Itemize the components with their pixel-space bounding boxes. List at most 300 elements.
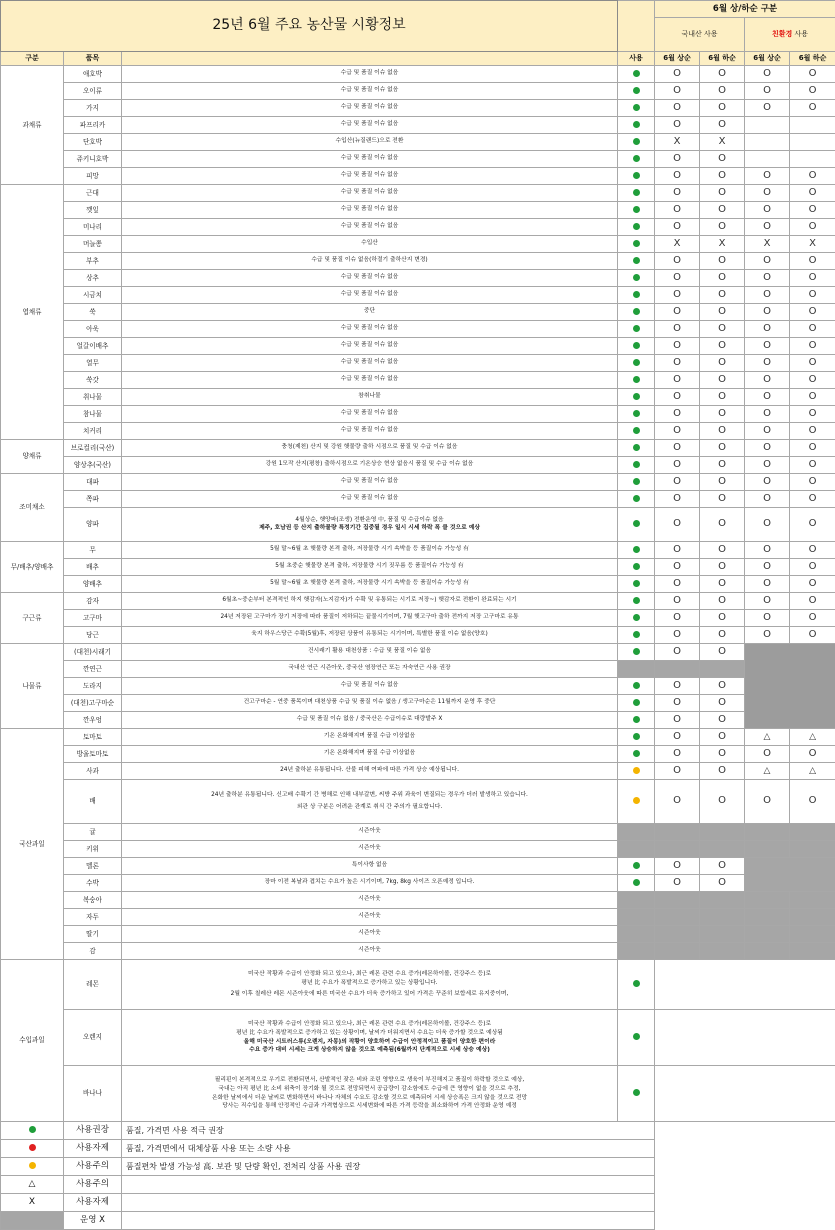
mark-cell: O [745,593,790,610]
mark-cell: O [700,763,745,780]
mark-cell: O [700,457,745,474]
item-desc: 건시래기 활용 대천상품 : 수급 및 품질 이슈 없음 [122,644,618,661]
item-name: 쑥 [64,304,122,321]
mark-cell: O [790,780,835,824]
item-name: 멜론 [64,858,122,875]
mark-cell: O [700,678,745,695]
use-cell [618,1066,655,1122]
mark-cell: O [745,508,790,542]
legend-row [1,1194,835,1212]
mark-cell: O [790,542,835,559]
mark-cell: O [745,321,790,338]
green-dot-icon [633,648,640,655]
table-row [1,644,835,661]
item-desc: 24년 저장된 고구마가 장기 저장에 따라 품질이 저하되는 끝물시기이며, 7월 햇고구마 출하 전까지 저장 고구마로 유통 [122,610,618,627]
mark-cell: O [790,287,835,304]
item-name: 파프리카 [64,117,122,134]
green-dot-icon [633,376,640,383]
mark-cell: O [700,440,745,457]
item-desc: 24년 출하분 유통됩니다. 신고배 수확기 간 병해로 인해 내부갈변, 씨방 주위 과육이 변질되는 경우가 더러 발생하고 있습니다. 외관 상 구분은 어려운 관계로 취식 간 주의가 필요합니다. [122,780,618,824]
item-desc: 5월 말~6월 초 햇물량 본격 출하, 저장물량 시기 속박을 등 품질이슈 가능성 有 [122,576,618,593]
mark-cell: O [655,355,700,372]
green-dot-icon [633,461,640,468]
use-cell [618,151,655,168]
table-row [1,892,835,909]
item-desc: 수급 및 품질 이슈 없음 [122,219,618,236]
item-desc: 미국산 작황과 수급이 안정화 되고 있으나, 최근 레몬 관련 수요 증가(레몬하이볼, 건강주스 등)로 평년 比 수요가 폭발적으로 증가하고 있는 상황입니다. 2월 이후 칠레산 레몬 시즌아웃에 따른 미국산 수요가 더욱 증가하고 있어 가격은 꾸준히 보합세로 유지중이며, [122,960,618,1010]
mark-cell: O [655,168,700,185]
mark-cell: O [790,389,835,406]
item-desc: 수급 및 품질 이슈 없음(하절기 출하산지 변경) [122,253,618,270]
green-dot-icon [633,257,640,264]
legend-label: 사용주의 [64,1158,122,1176]
table-row [1,763,835,780]
use-cell [618,236,655,253]
mark-cell: O [655,491,700,508]
table-row [1,678,835,695]
use-cell [618,627,655,644]
item-name: 레몬 [64,960,122,1010]
green-dot-icon [633,427,640,434]
item-desc: 5월 말~6월 초 햇물량 본격 출하, 저장물량 시기 속박을 등 품질이슈 가능성 有 [122,542,618,559]
item-name: 미나리 [64,219,122,236]
mark-cell: O [655,304,700,321]
mark-cell: O [700,875,745,892]
table-row [1,960,835,1010]
green-dot-icon [633,240,640,247]
mark-cell: O [790,372,835,389]
mark-cell: O [745,83,790,100]
green-dot-icon [633,189,640,196]
green-dot-icon [633,223,640,230]
table-row [1,355,835,372]
item-name: 근대 [64,185,122,202]
use-cell [618,610,655,627]
use-cell [618,729,655,746]
item-name: 피망 [64,168,122,185]
item-name: 치커리 [64,423,122,440]
mark-cell: O [790,440,835,457]
mark-cell: O [700,508,745,542]
mark-cell: O [790,83,835,100]
mark-cell: X [655,134,700,151]
col-late-domestic: 6월 하순 [700,52,745,66]
mark-cell: O [745,304,790,321]
mark-cell: O [700,610,745,627]
table-row [1,219,835,236]
green-dot-icon [633,716,640,723]
mark-cell: O [700,627,745,644]
table-row [1,372,835,389]
table-row [1,746,835,763]
item-desc: 5월 초중순 햇물량 본격 출하, 저장물량 시기 짓무름 등 품질이슈 가능성 有 [122,559,618,576]
item-desc: 특이사항 없음 [122,858,618,875]
category-cell: 국산과일 [1,729,64,960]
use-cell [618,508,655,542]
item-desc: 시즌아웃 [122,841,618,858]
item-name: 딸기 [64,926,122,943]
item-name: 얼갈이배추 [64,338,122,355]
mark-cell: O [700,491,745,508]
table-row [1,406,835,423]
mark-cell: O [745,559,790,576]
mark-cell: O [745,185,790,202]
item-desc: 미국산 작황과 수급이 안정화 되고 있으나, 최근 레몬 관련 수요 증가(레몬하이볼, 건강주스 등)로 평년 比 수요가 폭발적으로 증가하고 있는 상황이며, 날씨가 더워지면서 수요는 더욱 증가할 것으로 예상됨 올해 미국산 시트러스류(오렌지, 자몽)의 작황이 양호하여 수급이 안정적이고 품질이 양호한 편이라 수요 증가 대비 시세는 크게 상승하지 않을 것으로 예측됨(6월까지 단계적으로 시세 상승 예상) [122,1010,618,1066]
item-desc: 기온 온화해지며 품질 수급 이상없음 [122,729,618,746]
table-row [1,508,835,542]
use-cell [618,695,655,712]
item-desc: 시즌아웃 [122,926,618,943]
item-desc: 건고구마순 - 연중 품목이며 대천상품 수급 및 품질 이슈 없음 / 생고구마순은 11월까지 운영 후 중단 [122,695,618,712]
mark-cell: O [655,423,700,440]
use-cell [618,219,655,236]
table-row [1,66,835,83]
table-row [1,695,835,712]
mark-cell: O [790,321,835,338]
item-desc: 수급 및 품질 이슈 없음 [122,185,618,202]
mark-cell: O [655,542,700,559]
col-use: 사용 [618,52,655,66]
item-desc: 수입산 [122,236,618,253]
use-cell [618,389,655,406]
mark-cell: O [655,66,700,83]
mark-cell: O [655,117,700,134]
green-dot-icon [633,206,640,213]
mark-cell: O [790,304,835,321]
item-name: 취나물 [64,389,122,406]
item-name: 참나물 [64,406,122,423]
category-cell: 나물류 [1,644,64,729]
table-row [1,270,835,287]
mark-cell: O [790,576,835,593]
use-cell [618,100,655,117]
mark-cell: O [700,83,745,100]
item-name: 쥬키니호박 [64,151,122,168]
use-cell [618,202,655,219]
mark-cell: X [700,236,745,253]
green-dot-icon [633,495,640,502]
table-row [1,134,835,151]
table-row [1,858,835,875]
mark-cell: O [745,576,790,593]
table-row [1,321,835,338]
use-cell [618,321,655,338]
mark-cell: O [700,355,745,372]
item-name: 자두 [64,909,122,926]
legend-label: 사용자제 [64,1140,122,1158]
mark-cell: O [790,559,835,576]
period-header: 6월 상/하순 구분 [655,1,835,18]
item-desc: 육지 하우스당근 수확(5월)후, 저장된 상품이 유통되는 시기이며, 특별한 품질 이슈 없음(양호) [122,627,618,644]
yellow-dot-icon [29,1162,36,1169]
item-name: 상추 [64,270,122,287]
mark-cell: O [700,576,745,593]
use-cell [618,593,655,610]
mark-cell: O [655,627,700,644]
mark-cell: O [790,474,835,491]
item-desc: 수급 및 품질 이슈 없음 [122,168,618,185]
green-dot-icon [633,410,640,417]
page-title: 25년 6월 주요 농산물 시황정보 [1,1,618,52]
mark-cell: O [700,321,745,338]
mark-cell: O [700,100,745,117]
mark-cell: X [700,134,745,151]
item-desc: 수급 및 품질 이슈 없음 [122,66,618,83]
use-cell [618,712,655,729]
table-row [1,236,835,253]
x-icon: X [1,1194,64,1212]
item-desc: 시즌아웃 [122,892,618,909]
table-row [1,83,835,100]
green-dot-icon [633,274,640,281]
table-row [1,542,835,559]
mark-cell: O [655,729,700,746]
table-row [1,168,835,185]
table-row [1,185,835,202]
grey-box-icon [1,1212,64,1230]
green-dot-icon [633,980,640,987]
mark-cell: △ [745,763,790,780]
mark-cell: O [790,202,835,219]
use-cell [618,423,655,440]
mark-cell: O [700,304,745,321]
green-dot-icon [633,155,640,162]
col-category: 구분 [1,52,64,66]
domestic-header: 국내산 사용 [655,18,745,52]
item-name: 브로컬리(국산) [64,440,122,457]
green-dot-icon [29,1126,36,1133]
legend-desc: 품질편차 발생 가능성 高. 보관 및 단량 확인, 전처리 상품 사용 권장 [122,1158,655,1176]
green-dot-icon [633,342,640,349]
category-cell: 엽채류 [1,185,64,440]
green-dot-icon [633,563,640,570]
mark-cell: △ [745,729,790,746]
item-name: 오렌지 [64,1010,122,1066]
use-cell [618,780,655,824]
green-dot-icon [633,750,640,757]
item-desc: 수급 및 품질 이슈 없음 [122,83,618,100]
mark-cell: O [655,875,700,892]
item-name: 고구마 [64,610,122,627]
mark-cell: O [745,440,790,457]
item-desc: 장마 이전 복날과 겹치는 수요가 높은 시기이며, 7kg, 8kg 사이즈 오픈예정 입니다. [122,875,618,892]
green-dot-icon [633,393,640,400]
mark-cell: O [790,423,835,440]
mark-cell: O [655,406,700,423]
use-cell [618,287,655,304]
green-dot-icon [633,444,640,451]
item-name: 배 [64,780,122,824]
item-desc: 강원 1모작 산지(평창) 출하시점으로 기온상승 현상 없음시 품질 및 수급 이슈 없음 [122,457,618,474]
green-dot-icon [633,121,640,128]
use-cell [618,1010,655,1066]
item-desc: 기온 온화해지며 품질 수급 이상없음 [122,746,618,763]
table-row [1,202,835,219]
use-cell [618,338,655,355]
mark-cell: O [790,270,835,287]
mark-cell: O [745,746,790,763]
mark-cell: O [655,270,700,287]
table-row [1,559,835,576]
item-desc: 충청(제천) 산지 및 강원 햇물량 출하 시점으로 품질 및 수급 이슈 없음 [122,440,618,457]
item-name: 깻잎 [64,202,122,219]
mark-cell: X [745,236,790,253]
item-desc: 수급 및 품질 이슈 없음 [122,355,618,372]
mark-cell: O [700,168,745,185]
use-cell [618,559,655,576]
item-desc: 수급 및 품질 이슈 없음 [122,151,618,168]
mark-cell: O [655,610,700,627]
use-cell [618,875,655,892]
mark-cell: O [655,678,700,695]
mark-cell: O [745,100,790,117]
table-row [1,661,835,678]
col-early-eco: 6월 상순 [745,52,790,66]
mark-cell: X [655,236,700,253]
item-name: 무 [64,542,122,559]
item-name: 당근 [64,627,122,644]
legend-icon [1,1122,64,1140]
item-name: 시금치 [64,287,122,304]
legend-row [1,1122,835,1140]
legend-row [1,1158,835,1176]
item-name: 양상추(국산) [64,457,122,474]
mark-cell: O [700,287,745,304]
item-desc: 수급 및 품질 이슈 없음 [122,406,618,423]
mark-cell: O [655,508,700,542]
table-row [1,610,835,627]
item-name: 감 [64,943,122,960]
use-cell [618,117,655,134]
mark-cell: O [655,858,700,875]
green-dot-icon [633,597,640,604]
item-name: 방울토마토 [64,746,122,763]
green-dot-icon [633,631,640,638]
green-dot-icon [633,580,640,587]
green-dot-icon [633,325,640,332]
mark-cell: O [655,474,700,491]
mark-cell: O [655,644,700,661]
mark-cell: O [790,610,835,627]
mark-cell: O [790,593,835,610]
use-cell [618,253,655,270]
mark-cell: O [745,287,790,304]
legend-row [1,1176,835,1194]
item-name: 수박 [64,875,122,892]
mark-cell: O [790,66,835,83]
mark-cell: O [655,780,700,824]
item-name: 도라지 [64,678,122,695]
green-dot-icon [633,614,640,621]
item-name: 양파 [64,508,122,542]
mark-cell: O [790,457,835,474]
mark-cell: O [655,219,700,236]
mark-cell: O [700,695,745,712]
green-dot-icon [633,699,640,706]
mark-cell: O [700,406,745,423]
green-dot-icon [633,172,640,179]
mark-cell: O [745,457,790,474]
use-cell [618,406,655,423]
category-cell: 무/배추/양배추 [1,542,64,593]
item-name: 배추 [64,559,122,576]
mark-cell: O [655,695,700,712]
use-cell [618,440,655,457]
mark-cell: O [700,712,745,729]
mark-cell: O [790,253,835,270]
category-cell: 양채류 [1,440,64,474]
green-dot-icon [633,308,640,315]
mark-cell: O [790,627,835,644]
mark-cell: O [700,66,745,83]
item-desc: 수급 및 품질 이슈 없음 [122,474,618,491]
category-cell: 조미채소 [1,474,64,542]
use-cell [618,270,655,287]
table-row [1,151,835,168]
green-dot-icon [633,1033,640,1040]
mark-cell: O [745,389,790,406]
table-row [1,1010,835,1066]
legend-label: 사용자제 [64,1194,122,1212]
mark-cell: O [745,423,790,440]
item-name: 쑥갓 [64,372,122,389]
use-cell [618,576,655,593]
mark-cell: O [655,389,700,406]
item-name: 키위 [64,841,122,858]
green-dot-icon [633,1089,640,1096]
use-cell [618,746,655,763]
item-name: 열무 [64,355,122,372]
mark-cell: O [655,712,700,729]
use-cell [618,678,655,695]
item-name: 깐연근 [64,661,122,678]
mark-cell: O [745,474,790,491]
mark-cell: O [790,219,835,236]
mark-cell: O [655,202,700,219]
item-desc: 수급 및 품질 이슈 없음 [122,338,618,355]
use-cell [618,644,655,661]
item-desc: 수급 및 품질 이슈 없음 [122,423,618,440]
mark-cell: O [700,542,745,559]
mark-cell: O [700,746,745,763]
mark-cell: O [700,151,745,168]
table-row [1,712,835,729]
item-desc: 시즌아웃 [122,824,618,841]
mark-cell: O [655,338,700,355]
item-desc: 수급 및 품질 이슈 없음 [122,287,618,304]
green-dot-icon [633,520,640,527]
mark-cell: O [655,83,700,100]
mark-cell: O [655,457,700,474]
item-name: (대천)고구마순 [64,695,122,712]
mark-cell: O [700,372,745,389]
item-name: 쪽파 [64,491,122,508]
table-row [1,389,835,406]
table-row [1,253,835,270]
use-cell [618,168,655,185]
item-name: 오이류 [64,83,122,100]
mark-cell: O [745,338,790,355]
green-dot-icon [633,87,640,94]
mark-cell: O [700,729,745,746]
item-desc: 수급 및 품질 이슈 없음 [122,678,618,695]
item-name: 가지 [64,100,122,117]
mark-cell: O [745,66,790,83]
green-dot-icon [633,682,640,689]
item-name: 귤 [64,824,122,841]
green-dot-icon [633,478,640,485]
item-desc: 중단 [122,304,618,321]
